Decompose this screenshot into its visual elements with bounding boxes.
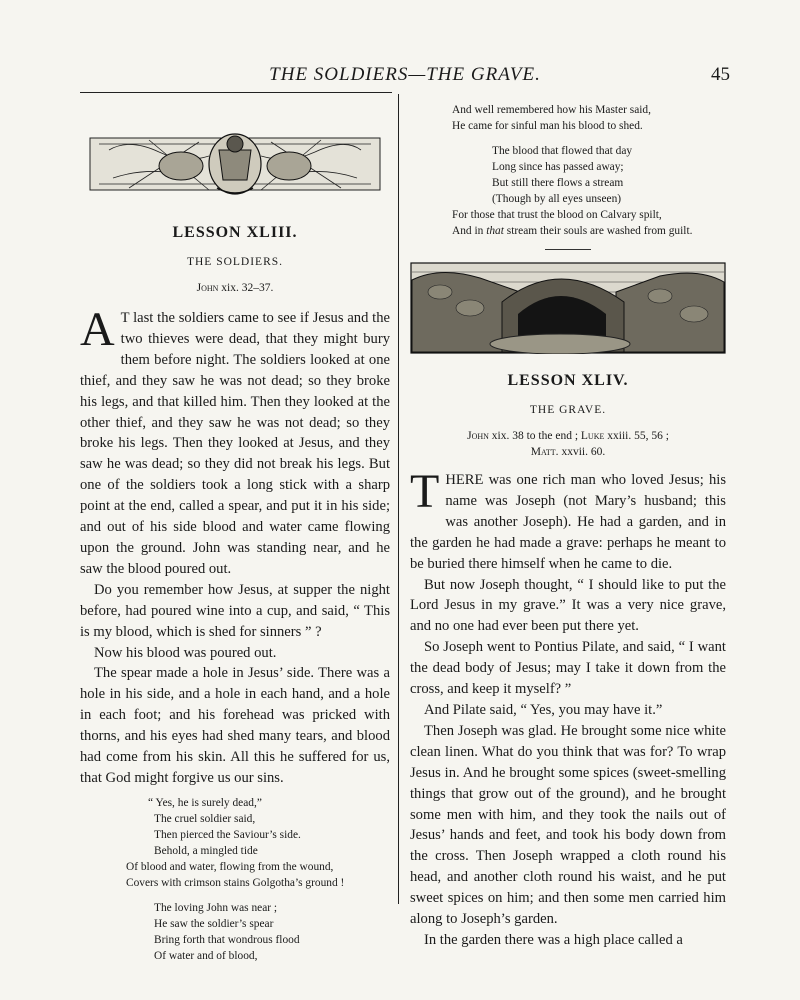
lesson-44-paragraph-6: In the garden there was a high place called a xyxy=(424,931,683,948)
ref-verses: xxiii. 55, 56 ; xyxy=(604,430,669,442)
section-rule xyxy=(545,249,591,250)
lesson-44-paragraph-4: And Pilate said, “ Yes, you may have it.” xyxy=(424,701,663,718)
poem-line: The cruel soldier said, xyxy=(154,812,256,825)
ref-book: Luke xyxy=(580,430,605,442)
poem-line: The loving John was near ; xyxy=(154,901,278,914)
lesson-43-paragraph-1 xyxy=(80,303,390,580)
lesson-44-paragraph-5: Then Joseph was glad. He brought some nice white clean linen. What do you think that was for? To wrap Jesus in. And he brought some spices (sweet-smelling things that grow out of the ground), and he brought some men with him, and they took the nails out of Jesus’ hands and feet, and took his body down from the cross. Then Joseph wrapped a cloth round his head, and another cloth round his waist, and he put sweet spices on him; and then some men carried him along to Joseph’s garden. xyxy=(410,722,726,928)
poem-line: The blood that flowed that day xyxy=(492,145,633,157)
ref-book: John xyxy=(196,282,219,294)
lesson-43-paragraph-2: Do you remember how Jesus, at supper the night before, had poured wine into a cup, and said, “ This is my blood, which is shed for sinners ” ? xyxy=(80,581,390,640)
header-rule xyxy=(80,92,392,93)
ref-book: John xyxy=(467,430,489,442)
column-divider xyxy=(398,94,399,904)
lesson-43-number: LESSON XLIII. xyxy=(172,224,298,241)
poem-line: “ Yes, he is surely dead,” xyxy=(148,796,262,809)
left-column xyxy=(80,100,390,973)
poem-line: Behold, a mingled tide xyxy=(154,844,258,857)
poem-stanza-2 xyxy=(154,900,390,964)
poem-left xyxy=(126,795,390,964)
poem-line: Then pierced the Saviour’s side. xyxy=(154,828,301,841)
running-title: THE SOLDIERS—THE GRAVE. xyxy=(269,64,541,85)
poem-line: Bring forth that wondrous flood xyxy=(154,933,300,946)
poem-line: Long since has passed away; xyxy=(492,161,624,173)
lesson-43-title: THE SOLDIERS. xyxy=(186,256,284,268)
page-number: 45 xyxy=(711,64,730,85)
poem-line: He saw the soldier’s spear xyxy=(154,917,274,930)
poem-stanza-b xyxy=(452,143,726,239)
ref-verses: xxvii. 60. xyxy=(558,446,606,458)
poem-line: And well remembered how his Master said, xyxy=(452,104,651,116)
lesson-43-paragraph-3: Now his blood was poured out. xyxy=(94,644,277,661)
ref-book: Matt. xyxy=(530,446,559,458)
poem-line: He came for sinful man his blood to shed. xyxy=(452,120,643,132)
poem-stanza-a xyxy=(452,102,726,134)
poem-line xyxy=(452,223,726,239)
lesson-44-reference xyxy=(410,428,726,460)
poem-line: Of blood and water, flowing from the wound, xyxy=(126,860,334,873)
lesson-43-paragraph-4: The spear made a hole in Jesus’ side. There was a hole in his side, and a hole in each hand, and a hole in each foot; and his forehead was pricked with thorns, and his eyes had shed many tears, and blood had come from his skin. All this he suffered for us, that God might forgive us our sins. xyxy=(80,665,390,786)
armour-trophy-engraving xyxy=(89,130,381,198)
poem-line: (Though by all eyes unseen) xyxy=(492,193,622,205)
ref-verses: xix. 32–37. xyxy=(218,282,274,294)
lesson-44-paragraph-3: So Joseph went to Pontius Pilate, and said, “ I want the dead body of Jesus; may I take it down from the cross, and keep it myself? ” xyxy=(410,639,726,698)
poem-italic-word: that xyxy=(486,225,504,237)
poem-text: stream their souls are washed from guilt. xyxy=(503,225,693,237)
poem-text: And in xyxy=(452,225,487,237)
page-header xyxy=(80,62,730,92)
ref-verses: xix. 38 to the end ; xyxy=(488,430,581,442)
paragraph-text: HERE was one rich man who loved Jesus; his name was Joseph (not Mary’s husband; this was another Joseph). He had a garden, and in the garden he had made a grave: perhaps he meant to be buried there himself when he came to die. xyxy=(410,472,726,572)
poem-line: For those that trust the blood on Calvary spilt, xyxy=(452,209,662,221)
drop-cap: T xyxy=(410,465,440,518)
poem-line: Covers with crimson stains Golgotha’s ground ! xyxy=(126,876,345,889)
lesson-44-title: THE GRAVE. xyxy=(529,404,607,416)
drop-cap: A xyxy=(80,303,115,356)
poem-line: Of water and of blood, xyxy=(154,949,258,962)
lesson-44-paragraph-1 xyxy=(410,465,726,575)
lesson-44-paragraph-2: But now Joseph thought, “ I should like to put the Lord Jesus in my grave.” It was a very nice grave, and no one had ever been put there yet. xyxy=(410,576,726,635)
paragraph-text: T last the soldiers came to see if Jesus and the two thieves were dead, that they might bury them before night. The soldiers looked at one thief, and they saw he was not dead; so they broke his legs, and that killed him. Then they looked at the other thief, and they saw he was not dead; so they broke his legs. Then they looked at Jesus, and they saw he was dead; so they did not break his legs. But one of the soldiers took a long stick with a sharp point at the end, called a spear, and put it in his side; and out of his side blood and water came flowing upon the ground. John was standing near, and he saw the blood poured out. xyxy=(80,310,390,577)
right-column xyxy=(410,100,726,951)
lesson-44-number: LESSON XLIV. xyxy=(507,372,629,389)
lesson-43-reference xyxy=(80,280,390,296)
poem-stanza-1 xyxy=(126,795,390,891)
garden-tomb-engraving xyxy=(410,262,726,354)
poem-right xyxy=(452,102,726,239)
poem-line: But still there flows a stream xyxy=(492,177,624,189)
